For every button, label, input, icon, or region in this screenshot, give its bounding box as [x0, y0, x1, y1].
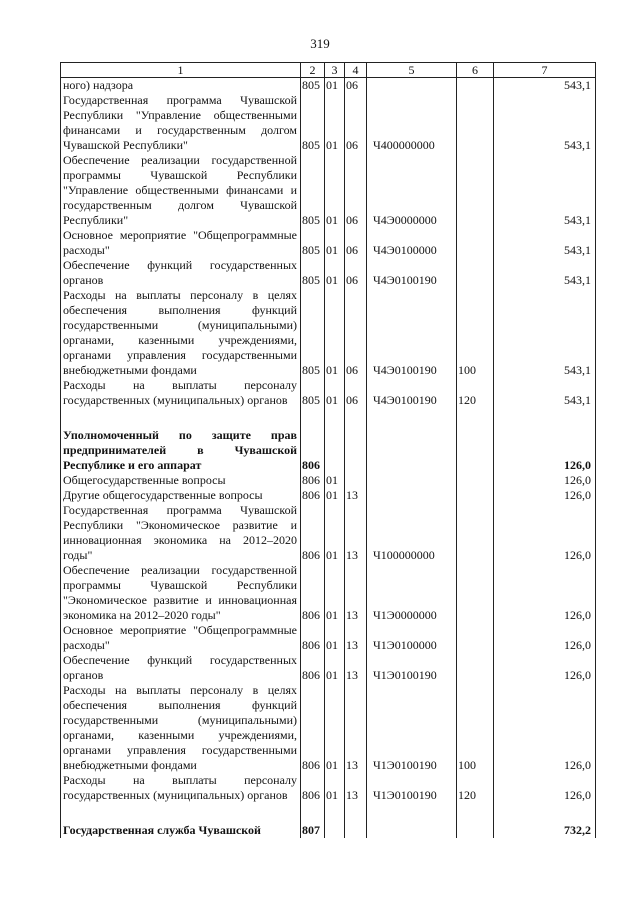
table-body	[61, 78, 596, 839]
header-col-7: 7	[494, 63, 596, 78]
row-csr: Ч4Э0100190	[367, 378, 457, 408]
row-vr: 120	[457, 773, 494, 803]
row-vr	[457, 408, 494, 428]
row-pr	[345, 473, 367, 488]
row-gr: 807	[301, 823, 325, 838]
row-csr	[367, 78, 457, 94]
row-vr: 100	[457, 288, 494, 378]
row-gr: 806	[301, 683, 325, 773]
row-vr	[457, 228, 494, 258]
row-csr	[367, 488, 457, 503]
row-csr: Ч4Э0100000	[367, 228, 457, 258]
row-rz: 01	[325, 563, 345, 623]
row-vr	[457, 428, 494, 473]
table-row	[61, 78, 596, 94]
row-sum: 543,1	[494, 228, 596, 258]
spacer-row	[61, 408, 596, 428]
row-gr: 805	[301, 78, 325, 94]
row-name: Другие общегосударственные вопросы	[61, 488, 301, 503]
row-rz: 01	[325, 773, 345, 803]
row-name: Обеспечение реализации государственной программы Чувашской Республики "Экономическое развитие и инновационная экономика на 2012–2020 годы"	[61, 563, 301, 623]
row-sum	[494, 408, 596, 428]
row-pr: 13	[345, 488, 367, 503]
table-row	[61, 488, 596, 503]
row-vr	[457, 78, 494, 94]
table-row	[61, 228, 596, 258]
row-csr	[367, 823, 457, 838]
table-row	[61, 288, 596, 378]
table-row	[61, 623, 596, 653]
row-rz: 01	[325, 93, 345, 153]
table-row	[61, 563, 596, 623]
table-row	[61, 93, 596, 153]
row-name: Обеспечение реализации государственной программы Чувашской Республики "Управление общественными финансами и государственным долгом Чувашской Республики"	[61, 153, 301, 228]
row-sum: 126,0	[494, 503, 596, 563]
table-row	[61, 683, 596, 773]
table-row	[61, 153, 596, 228]
row-pr	[345, 428, 367, 473]
row-csr: Ч1Э0000000	[367, 563, 457, 623]
row-vr	[457, 93, 494, 153]
row-sum: 543,1	[494, 378, 596, 408]
row-rz: 01	[325, 683, 345, 773]
row-sum: 126,0	[494, 683, 596, 773]
header-col-1: 1	[61, 63, 301, 78]
row-vr	[457, 623, 494, 653]
row-rz: 01	[325, 153, 345, 228]
row-pr: 13	[345, 683, 367, 773]
row-csr: Ч400000000	[367, 93, 457, 153]
row-rz: 01	[325, 623, 345, 653]
row-csr	[367, 473, 457, 488]
row-vr	[457, 563, 494, 623]
row-gr: 805	[301, 153, 325, 228]
table-header-row	[61, 63, 596, 78]
row-sum: 543,1	[494, 93, 596, 153]
row-vr: 120	[457, 378, 494, 408]
row-sum: 126,0	[494, 653, 596, 683]
table-row	[61, 773, 596, 803]
table-row	[61, 378, 596, 408]
row-csr: Ч1Э0100000	[367, 623, 457, 653]
row-gr: 805	[301, 378, 325, 408]
row-rz	[325, 408, 345, 428]
row-name: Уполномоченный по защите прав предпринимателей в Чувашской Республике и его аппарат	[61, 428, 301, 473]
row-name	[61, 803, 301, 823]
row-rz: 01	[325, 488, 345, 503]
row-gr	[301, 408, 325, 428]
row-rz: 01	[325, 378, 345, 408]
row-pr: 13	[345, 503, 367, 563]
row-gr: 806	[301, 428, 325, 473]
row-sum: 543,1	[494, 78, 596, 94]
row-pr: 06	[345, 378, 367, 408]
row-csr: Ч100000000	[367, 503, 457, 563]
table-row	[61, 473, 596, 488]
row-pr	[345, 803, 367, 823]
row-gr: 805	[301, 288, 325, 378]
table-row	[61, 503, 596, 563]
row-sum: 126,0	[494, 623, 596, 653]
row-csr: Ч4Э0000000	[367, 153, 457, 228]
row-name: Расходы на выплаты персоналу в целях обеспечения выполнения функций государственными (муниципальными) органами, казенными учреждениями, органами управления государственными внебюджетными фондами	[61, 288, 301, 378]
row-csr: Ч1Э0100190	[367, 683, 457, 773]
row-name: Государственная программа Чувашской Республики "Экономическое развитие и инновационная экономика на 2012–2020 годы"	[61, 503, 301, 563]
row-pr	[345, 823, 367, 838]
row-pr: 13	[345, 563, 367, 623]
row-name	[61, 408, 301, 428]
row-pr	[345, 408, 367, 428]
row-pr: 06	[345, 258, 367, 288]
row-pr: 13	[345, 653, 367, 683]
row-sum: 126,0	[494, 773, 596, 803]
row-name: Расходы на выплаты персоналу государственных (муниципальных) органов	[61, 378, 301, 408]
row-pr: 06	[345, 288, 367, 378]
row-name: Расходы на выплаты персоналу государственных (муниципальных) органов	[61, 773, 301, 803]
row-csr	[367, 803, 457, 823]
row-sum: 126,0	[494, 473, 596, 488]
row-sum: 543,1	[494, 153, 596, 228]
row-rz: 01	[325, 228, 345, 258]
row-rz	[325, 428, 345, 473]
row-name: Государственная программа Чувашской Республики "Управление общественными финансами и государственным долгом Чувашской Республики"	[61, 93, 301, 153]
row-sum: 126,0	[494, 563, 596, 623]
row-name: Государственная служба Чувашской	[61, 823, 301, 838]
row-rz: 01	[325, 258, 345, 288]
row-vr	[457, 488, 494, 503]
spacer-row	[61, 803, 596, 823]
row-sum: 543,1	[494, 288, 596, 378]
header-col-4: 4	[345, 63, 367, 78]
row-rz: 01	[325, 503, 345, 563]
row-csr	[367, 408, 457, 428]
row-csr: Ч4Э0100190	[367, 258, 457, 288]
row-csr	[367, 428, 457, 473]
row-gr: 806	[301, 488, 325, 503]
row-rz: 01	[325, 653, 345, 683]
row-pr: 06	[345, 93, 367, 153]
row-pr: 06	[345, 153, 367, 228]
row-csr: Ч1Э0100190	[367, 773, 457, 803]
row-vr	[457, 473, 494, 488]
row-vr	[457, 653, 494, 683]
row-gr: 806	[301, 473, 325, 488]
row-name: Общегосударственные вопросы	[61, 473, 301, 488]
row-name: ного) надзора	[61, 78, 301, 94]
row-vr	[457, 258, 494, 288]
row-name: Расходы на выплаты персоналу в целях обеспечения выполнения функций государственными (муниципальными) органами, казенными учреждениями, органами управления государственными внебюджетными фондами	[61, 683, 301, 773]
table-row	[61, 428, 596, 473]
page-number: 319	[310, 36, 330, 51]
row-sum: 126,0	[494, 488, 596, 503]
row-gr: 806	[301, 563, 325, 623]
row-gr: 806	[301, 503, 325, 563]
row-name: Обеспечение функций государственных органов	[61, 258, 301, 288]
row-csr: Ч4Э0100190	[367, 288, 457, 378]
row-pr: 06	[345, 78, 367, 94]
row-vr	[457, 503, 494, 563]
row-rz	[325, 823, 345, 838]
header-col-2: 2	[301, 63, 325, 78]
row-sum: 126,0	[494, 428, 596, 473]
header-col-5: 5	[367, 63, 457, 78]
row-pr: 13	[345, 623, 367, 653]
row-gr: 805	[301, 93, 325, 153]
table-row	[61, 258, 596, 288]
row-gr: 805	[301, 228, 325, 258]
row-csr: Ч1Э0100190	[367, 653, 457, 683]
budget-table	[60, 62, 596, 838]
row-gr: 806	[301, 653, 325, 683]
row-rz: 01	[325, 473, 345, 488]
table-row	[61, 823, 596, 838]
row-name: Обеспечение функций государственных органов	[61, 653, 301, 683]
row-rz: 01	[325, 288, 345, 378]
row-gr: 806	[301, 773, 325, 803]
row-gr: 805	[301, 258, 325, 288]
row-sum: 732,2	[494, 823, 596, 838]
row-name: Основное мероприятие "Общепрограммные расходы"	[61, 623, 301, 653]
row-sum	[494, 803, 596, 823]
row-vr	[457, 823, 494, 838]
row-sum: 543,1	[494, 258, 596, 288]
header-col-6: 6	[457, 63, 494, 78]
row-rz: 01	[325, 78, 345, 94]
row-gr	[301, 803, 325, 823]
row-pr: 13	[345, 773, 367, 803]
row-vr	[457, 153, 494, 228]
row-pr: 06	[345, 228, 367, 258]
row-gr: 806	[301, 623, 325, 653]
row-vr: 100	[457, 683, 494, 773]
row-name: Основное мероприятие "Общепрограммные расходы"	[61, 228, 301, 258]
row-vr	[457, 803, 494, 823]
table-row	[61, 653, 596, 683]
row-rz	[325, 803, 345, 823]
header-col-3: 3	[325, 63, 345, 78]
